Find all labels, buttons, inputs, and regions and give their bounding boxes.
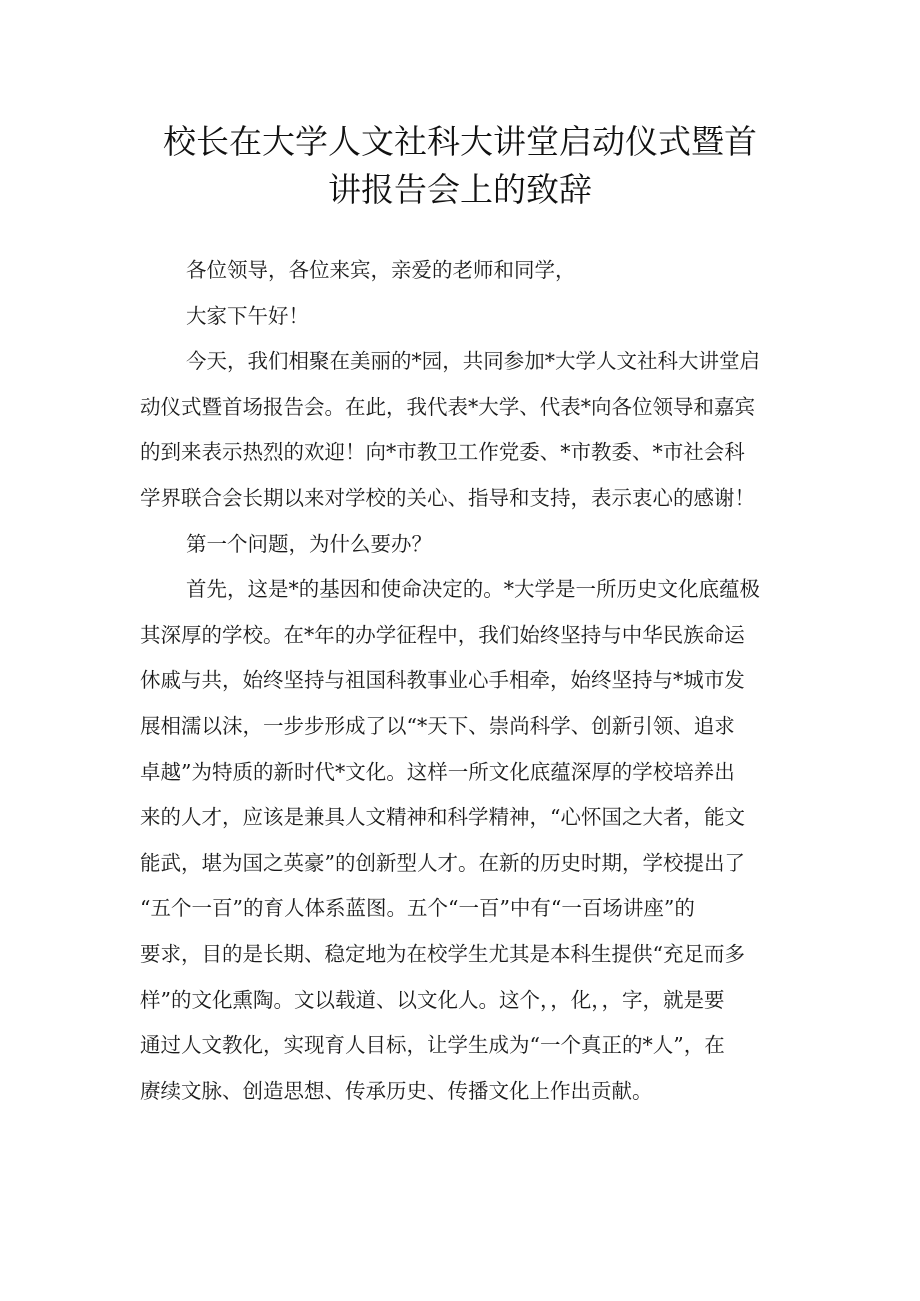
text-line: 展相濡以沫，一步步形成了以“*天下、崇尚科学、创新引领、追求 [140,713,735,738]
text-line: 要求，目的是长期、稳定地为在校学生尤其是本科生提供“充足而多 [140,941,745,966]
text-line: “五个一百”的育人体系蓝图。五个“一百”中有“一百场讲座”的 [140,896,695,921]
text-line: 今天，我们相聚在美丽的*园，共同参加*大学人文社科大讲堂启 [186,349,760,374]
text-line: 休戚与共，始终坚持与祖国科教事业心手相牵，始终坚持与*城市发 [140,668,745,693]
text-line: 各位领导，各位来宾，亲爱的老师和同学， [186,258,576,282]
text-line: 动仪式暨首场报告会。在此，我代表*大学、代表*向各位领导和嘉宾 [140,394,755,419]
text-line: 能武，堪为国之英豪”的创新型人才。在新的历史时期，学校提出了 [140,850,745,875]
text-line: 通过人文教化，实现育人目标，让学生成为“一个真正的*人”，在 [140,1033,725,1058]
greeting-paragraph [140,294,800,340]
section-heading-paragraph [140,522,800,568]
welcome-paragraph [140,339,800,521]
text-line: 第一个问题，为什么要办？ [186,531,432,556]
document-body [140,248,800,1114]
document-title [120,118,800,214]
text-line: 样”的文化熏陶。文以载道、以文化人。这个，，化，，字，就是要 [140,987,725,1012]
salutation-paragraph [140,248,800,294]
text-line: 来的人才，应该是兼具人文精神和科学精神，“心怀国之大者，能文 [140,805,745,830]
text-line: 首先，这是*的基因和使命决定的。*大学是一所历史文化底蕴极 [186,577,760,602]
text-line: 的到来表示热烈的欢迎！向*市教卫工作党委、*市教委、*市社会科 [140,440,745,465]
text-line: 大家下午好！ [186,303,309,328]
text-line: 学界联合会长期以来对学校的关心、指导和支持，表示衷心的感谢！ [140,485,755,510]
body-paragraph [140,567,800,1114]
text-line: 其深厚的学校。在*年的办学征程中，我们始终坚持与中华民族命运 [140,622,745,647]
title-line: 讲报告会上的致辞 [328,170,592,209]
text-line: 卓越”为特质的新时代*文化。这样一所文化底蕴深厚的学校培养出 [140,759,735,784]
text-line: 赓续文脉、创造思想、传承历史、传播文化上作出贡献。 [140,1078,653,1103]
title-line: 校长在大学人文社科大讲堂启动仪式暨首 [163,122,757,161]
